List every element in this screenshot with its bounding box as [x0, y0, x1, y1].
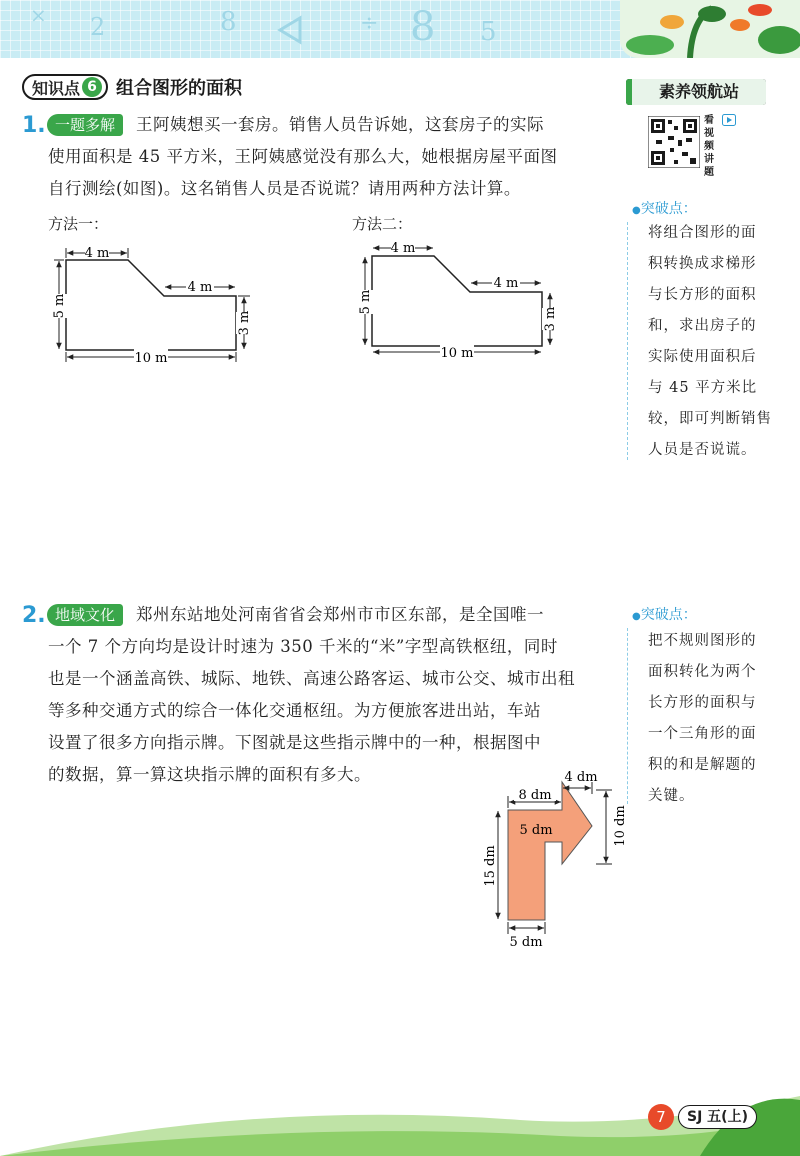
- sidebar-divider-1: [627, 222, 628, 460]
- dim-sign-top-left: 8 dm: [518, 788, 552, 803]
- svg-text:8: 8: [220, 7, 237, 37]
- sidebar-title-text: 素养领航站: [658, 82, 739, 101]
- breakthrough-note-1-line: 与 45 平方米比: [648, 380, 758, 396]
- knowledge-point-header: [22, 74, 242, 100]
- breakthrough-note-2-line: 一个三角形的面: [648, 726, 757, 742]
- breakthrough-note-2-line: 长方形的面积与: [648, 695, 757, 711]
- qr-code-icon[interactable]: [648, 116, 700, 168]
- knowledge-point-tag: [22, 74, 108, 100]
- play-icon: [722, 114, 736, 126]
- sidebar-title: [626, 79, 766, 105]
- breakthrough-label-1: ●突破点：: [632, 201, 697, 217]
- dim-left: 5 m: [52, 293, 67, 319]
- breakthrough-note-2-line: 面积转化为两个: [648, 664, 757, 680]
- breakthrough-note-2-line: 积的和是解题的: [648, 757, 757, 773]
- svg-text:2: 2: [90, 13, 106, 41]
- question-2-line-3: 也是一个涵盖高铁、城际、地铁、高速公路客运、城市公交、城市出租: [48, 669, 575, 688]
- page-number: 7: [648, 1104, 674, 1130]
- question-1-line-2: 使用面积是 45 平方米，王阿姨感觉没有那么大，她根据房屋平面图: [48, 147, 558, 166]
- dim-mid: 4 m: [187, 280, 213, 295]
- breakthrough-note-1-line: 较，即可判断销售: [648, 411, 772, 427]
- knowledge-point-title: 组合图形的面积: [116, 78, 243, 99]
- dim-sign-inner: 5 dm: [519, 823, 553, 838]
- method-2-label: 方法二：: [352, 215, 413, 233]
- method-1-label: 方法一：: [48, 215, 109, 233]
- question-2-line-2: 一个 7 个方向均是设计时速为 350 千米的“米”字型高铁枢纽，同时: [48, 637, 558, 656]
- dim-sign-bottom: 5 dm: [509, 935, 543, 950]
- dim-mid-2: 4 m: [493, 276, 519, 291]
- svg-text:÷: ÷: [360, 11, 379, 36]
- question-2-line-4: 等多种交通方式的综合一体化交通枢纽。为方便旅客进出站，车站: [48, 701, 541, 720]
- svg-text:8: 8: [410, 4, 436, 50]
- question-2-tag: 地域文化: [47, 604, 123, 626]
- knowledge-point-number: 6: [82, 77, 102, 97]
- book-label: SJ 五(上): [678, 1105, 757, 1129]
- page-footer: [648, 1103, 757, 1131]
- direction-sign-figure: [478, 766, 638, 956]
- breakthrough-note-2-line: 把不规则图形的: [648, 633, 757, 649]
- question-2-line-6: 的数据，算一算这块指示牌的面积有多大。: [48, 765, 371, 784]
- breakthrough-note-2-line: 关键。: [648, 788, 695, 804]
- question-1-line-3: 自行测绘(如图)。这名销售人员是否说谎？请用两种方法计算。: [48, 179, 521, 198]
- question-1-line-1: 王阿姨想买一套房。销售人员告诉她，这套房子的实际: [136, 115, 544, 134]
- math-symbols-decor: [0, 0, 600, 58]
- question-1-number: 1.: [22, 113, 46, 138]
- plant-decor: [620, 0, 800, 58]
- breakthrough-note-1-line: 人员是否说谎。: [648, 442, 757, 458]
- dim-sign-top-right: 4 dm: [564, 770, 598, 785]
- svg-text:×: ×: [30, 3, 47, 27]
- dim-top-2: 4 m: [390, 241, 416, 256]
- floor-plan-shape: [66, 260, 236, 350]
- dim-bottom: 10 m: [134, 351, 168, 366]
- dim-right: 3 m: [237, 310, 252, 336]
- question-2-line-1: 郑州东站地处河南省省会郑州市市区东部，是全国唯一: [136, 605, 544, 624]
- floor-plan-figure-2: [346, 236, 566, 372]
- qr-label: 看视频讲题: [704, 115, 714, 178]
- question-1-tag: 一题多解: [47, 114, 123, 136]
- dim-left-2: 5 m: [358, 289, 373, 315]
- dim-sign-left: 15 dm: [483, 845, 498, 887]
- dim-sign-right: 10 dm: [613, 805, 628, 847]
- breakthrough-note-2: [648, 626, 757, 812]
- breakthrough-note-1-line: 和，求出房子的: [648, 318, 757, 334]
- breakthrough-note-1-line: 将组合图形的面: [648, 225, 757, 241]
- knowledge-point-label: 知识点: [32, 78, 81, 98]
- breakthrough-note-1: [648, 218, 772, 466]
- dim-top: 4 m: [84, 246, 110, 261]
- floor-plan-shape-2: [372, 256, 542, 346]
- dim-bottom-2: 10 m: [440, 346, 474, 361]
- breakthrough-note-1-line: 与长方形的面积: [648, 287, 757, 303]
- breakthrough-note-1-line: 积转换成求梯形: [648, 256, 757, 272]
- question-2-line-5: 设置了很多方向指示牌。下图就是这些指示牌中的一种，根据图中: [48, 733, 541, 752]
- dim-right-2: 3 m: [543, 306, 558, 332]
- svg-text:5: 5: [480, 17, 497, 47]
- question-2-number: 2.: [22, 603, 46, 628]
- breakthrough-label-2: ●突破点：: [632, 607, 697, 623]
- breakthrough-note-1-line: 实际使用面积后: [648, 349, 757, 365]
- floor-plan-figure-1: [40, 236, 260, 372]
